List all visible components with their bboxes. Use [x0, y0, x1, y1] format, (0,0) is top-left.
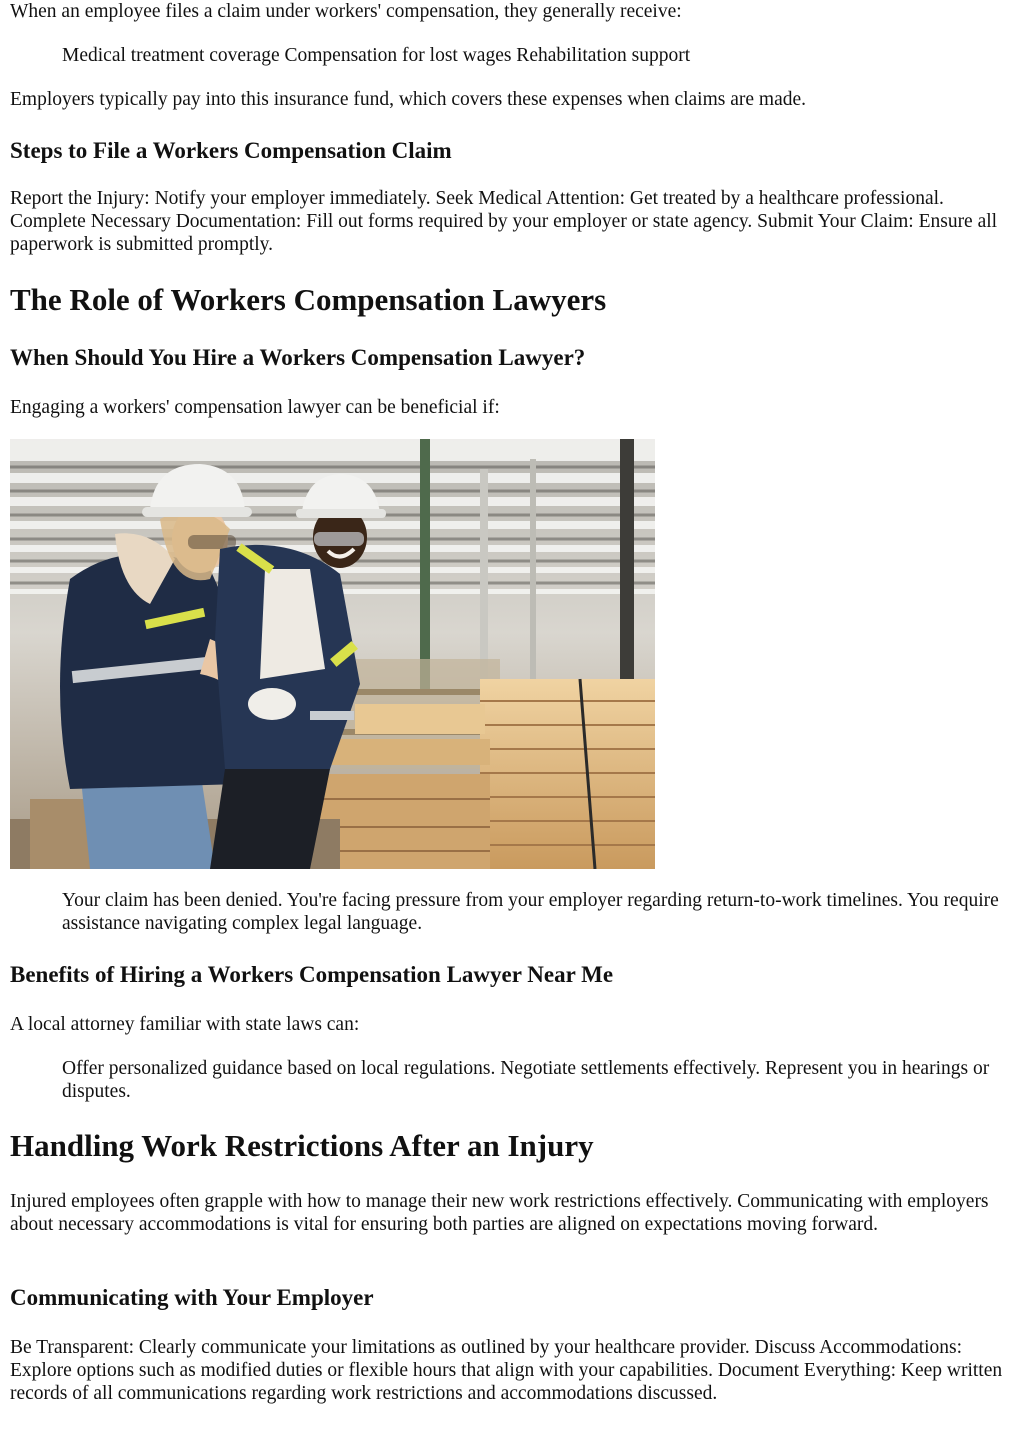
steps-heading: Steps to File a Workers Compensation Claim	[10, 138, 452, 163]
communicating-heading: Communicating with Your Employer	[10, 1285, 374, 1310]
warehouse-injured-worker-photo	[10, 439, 655, 869]
hire-lawyer-heading: When Should You Hire a Workers Compensation Lawyer?	[10, 345, 586, 370]
claim-intro-text: When an employee files a claim under workers' compensation, they generally receive:	[10, 1, 682, 22]
steps-body: Report the Injury: Notify your employer immediately. Seek Medical Attention: Get treated by a healthcare professional. Complete Necessary Documentation: Fill out forms required by your employer or state agency. Submit Your Claim: Ensure all paperwork is submitted promptly.	[10, 188, 998, 255]
restrictions-heading: Handling Work Restrictions After an Injury	[10, 1128, 594, 1163]
role-heading: The Role of Workers Compensation Lawyers	[10, 282, 607, 317]
restrictions-body: Injured employees often grapple with how to manage their new work restrictions effectively. Communicating with employers about necessary accommodations is vital for ensuring both parties are aligned on expectations moving forward.	[10, 1191, 989, 1235]
hire-lawyer-reasons: Your claim has been denied. You're facing pressure from your employer regarding return-to-work timelines. You require assistance navigating complex legal language.	[62, 890, 999, 934]
hire-lawyer-lead: Engaging a workers' compensation lawyer can be beneficial if:	[10, 397, 500, 418]
benefits-list-local: Offer personalized guidance based on local regulations. Negotiate settlements effectively. Represent you in hearings or disputes.	[62, 1058, 990, 1102]
employer-fund-text: Employers typically pay into this insurance fund, which covers these expenses when claims are made.	[10, 89, 807, 110]
benefits-heading: Benefits of Hiring a Workers Compensation Lawyer Near Me	[10, 962, 614, 987]
benefits-lead: A local attorney familiar with state laws can:	[10, 1014, 360, 1035]
benefits-list: Medical treatment coverage Compensation for lost wages Rehabilitation support	[62, 45, 691, 66]
communicating-tips: Be Transparent: Clearly communicate your limitations as outlined by your healthcare provider. Discuss Accommodations: Explore options such as modified duties or flexible hours that align with your capabilities. Document Everything: Keep written records of all communications regarding work restrictions and accommodations discussed.	[10, 1337, 1003, 1404]
